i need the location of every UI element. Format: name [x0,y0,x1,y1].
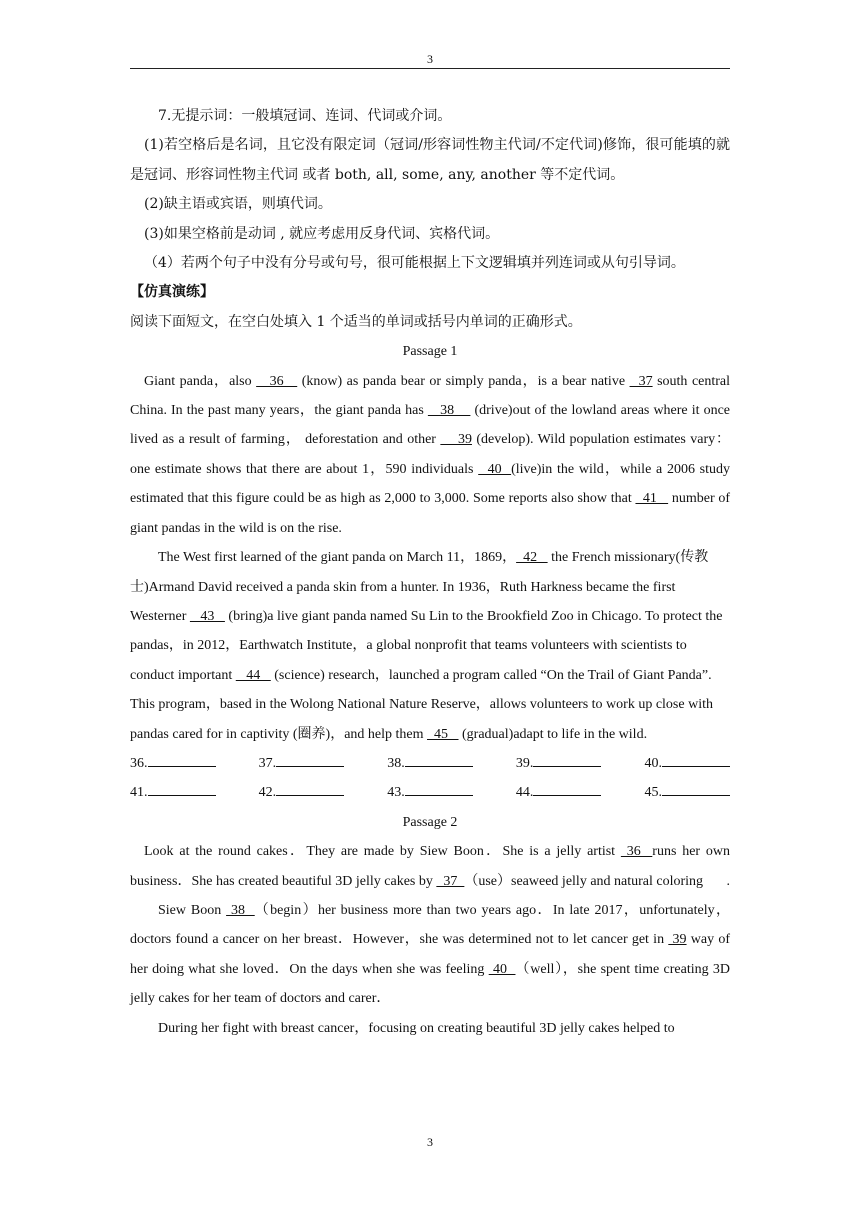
tips-rule-2: (2)缺主语或宾语，则填代词。 [144,196,332,213]
passage1-paragraph-2: The West first learned of the giant panda on March 11，1869， 42 the French missionary(传教士)Armand David received a panda skin from a hunter. In 1936，Ruth Harkness became the first Westerner 43 (bring)a live giant panda named Su Lin to the Brookfield Zoo in Chicago. To protect the pandas，in 2012，Earthwatch Institute，a global nonprofit that teams volunteers with scientists to conduct important 44 (science) research，launched a program called “On the Trail of Giant Panda”. This program，based in the Wolong National Nature Reserve，allows volunteers to work up close with pandas cared for in captivity (圈养)，and help them 45 (gradual)adapt to life in the wild. [130,550,723,742]
passage2-paragraph-3: During her fight with breast cancer，focusing on creating beautiful 3D jelly cakes helped to [158,1020,675,1036]
answer-slot-36[interactable]: 36. [130,749,216,778]
blank-39: 39 [440,432,472,448]
answer-row-2 [130,778,730,807]
answer-slot-40[interactable]: 40. [645,749,731,778]
p2-blank-38: 38 [226,902,255,918]
blank-36: 36 [256,373,298,389]
page-number-top: 3 [427,52,433,66]
answer-slot-43[interactable]: 43. [387,778,473,807]
answer-slot-41[interactable]: 41. [130,778,216,807]
passage2-paragraph-1: Look at the round cakes．They are made by Siew Boon．She is a jelly artist 36 runs her own business．She has created beautiful 3D jelly cakes by 37 （use）seaweed jelly and natural coloring . [130,844,730,889]
document-body [130,102,730,1043]
blank-45: 45 [427,726,459,742]
blank-38: 38 [427,403,471,419]
answer-slot-37[interactable]: 37. [259,749,345,778]
p2-blank-37: 37 [436,873,465,889]
p2-blank-36: 36 [620,844,653,860]
blank-41: 41 [635,491,669,507]
p2-blank-39: 39 [668,932,687,948]
answer-slot-39[interactable]: 39. [516,749,602,778]
passage2-title: Passage 2 [402,814,458,830]
answer-slot-38[interactable]: 38. [387,749,473,778]
header-rule [130,68,730,69]
blank-44: 44 [235,667,271,683]
passage1-title: Passage 1 [402,344,458,360]
practice-heading: 【仿真演练】 [130,284,214,301]
tips-rule-4: （4）若两个句子中没有分号或句号，很可能根据上下文逻辑填并列连词或从句引导词。 [144,255,685,272]
blank-42: 42 [516,550,548,566]
practice-instruction: 阅读下面短文，在空白处填入 1 个适当的单词或括号内单词的正确形式。 [130,313,582,330]
page-number-bottom: 3 [427,1135,433,1149]
passage1-paragraph-1: Giant panda，also 36 (know) as panda bear or simply panda，is a bear native 37 south central China. In the past many years，the giant panda has 38 (drive)out of the lowland areas where it once lived as a result of farming， deforestation and other 39 (develop). Wild population estimates vary： one estimate shows that there are about 1，590 individuals 40 (live)in the wild，while a 2006 study estimated that this figure could be as high as 2,000 to 3,000. Some reports also show that 41 number of giant pandas in the wild is on the rise. [130,373,731,536]
answer-slot-44[interactable]: 44. [516,778,602,807]
blank-37: 37 [629,373,653,389]
tips-rule-3: (3)如果空格前是动词 , 就应考虑用反身代词、宾格代词。 [144,225,500,242]
passage2-paragraph-2: Siew Boon 38 （begin）her business more than two years ago．In late 2017，unfortunately，doctors found a cancer on her breast．However，she was determined not to let cancer get in 39 way of her doing what she loved．On the days when she was feeling 40 （well），she spent time creating 3D jelly cakes for her team of doctors and carer． [130,902,731,1007]
answer-slot-42[interactable]: 42. [259,778,345,807]
blank-40: 40 [478,461,512,477]
answer-row-1 [130,749,730,778]
tips-title: 7.无提示词：一般填冠词、连词、代词或介词。 [158,108,452,124]
p2-blank-40: 40 [488,961,516,977]
tips-rule-1: (1)若空格后是名词，且它没有限定词（冠词/形容词性物主代词/不定代词)修饰，很可能填的就是冠词、形容词性物主代词 或者 both, all, some, any, another 等不定代词。 [130,137,730,183]
blank-43: 43 [189,608,225,624]
answer-slot-45[interactable]: 45. [645,778,731,807]
